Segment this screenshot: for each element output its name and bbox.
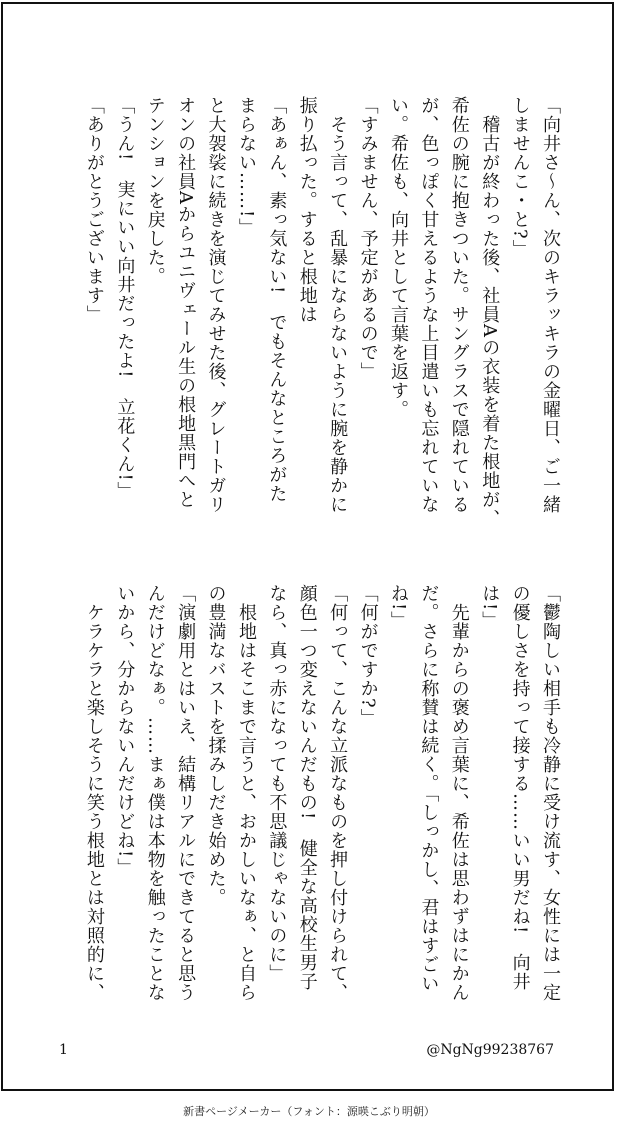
text-line: は!」 — [479, 584, 501, 631]
text-line: オンの社員Aからユニヴェール生の根地黒門へと — [175, 96, 197, 509]
text-line: しませんこ・と?」 — [509, 96, 531, 259]
text-line: 「うん! 実にいい向井だったよ! 立花くん!」 — [114, 96, 136, 501]
text-line: の優しさを持って接する……いい男だね! 向井 — [509, 584, 531, 992]
text-line: の豊満なバストを揉みしだき始めた。 — [205, 584, 227, 907]
text-line: 「あぁん、素っ気ない! でもそんなところがた — [266, 96, 288, 504]
text-line: 「演劇用とはいえ、結構リアルにできてると思う — [175, 584, 197, 1002]
text-line: 「ありがとうございます」 — [83, 96, 105, 324]
page-frame — [1, 2, 614, 1091]
text-line: テンションを戻した。 — [144, 96, 166, 286]
lower-text-block — [45, 584, 565, 1029]
text-line: 顔色一つ変えないんだもの! 健全な高校生男子 — [296, 584, 318, 992]
text-line: 「向井さ〜ん、次のキラッキラの金曜日、ご一緒 — [540, 96, 561, 514]
text-line: いから、分からないんだけどね!」 — [114, 584, 136, 878]
upper-text-block — [45, 96, 565, 556]
text-line: 「何って、こんな立派なものを押し付けられて、 — [327, 584, 349, 1002]
text-line: が、色っぽく甘えるような上目遣いも忘れていな — [418, 96, 440, 514]
footer-credit: 新書ページメーカー（フォント：源暎こぶり明朝） — [183, 1105, 435, 1118]
text-line: 稽古が終わった後、社員Aの衣装を着た根地が、 — [479, 96, 501, 528]
text-line: 「鬱陶しい相手も冷静に受け流す、女性には一定 — [540, 584, 561, 1002]
page-number: 1 — [59, 1042, 68, 1058]
text-line: 「すみません、予定があるので」 — [357, 96, 379, 381]
text-line: まらない……!」 — [235, 96, 257, 238]
author-handle: @NgNg99238767 — [426, 1042, 554, 1058]
text-line: 「何がですか?」 — [357, 584, 379, 728]
text-line: 先輩からの褒め言葉に、希佐は思わずはにかん — [448, 584, 470, 1002]
text-line: 根地はそこまで言うと、おかしいなぁ、と自ら — [235, 584, 257, 1002]
text-line: なら、真っ赤になっても不思議じゃないのに」 — [266, 584, 288, 983]
text-line: んだけどなぁ。……まぁ僕は本物を触ったことな — [144, 584, 166, 1002]
text-line: だ。さらに称賛は続く。「しっかし、君はすごい — [418, 584, 440, 993]
text-line: い。希佐も、向井として言葉を返す。 — [387, 96, 409, 419]
text-line: 希佐の腕に抱きついた。サングラスで隠れている — [448, 96, 470, 514]
text-line: 振り払った。すると根地は — [296, 96, 318, 324]
text-line: と大袈裟に続きを演じてみせた後、グレートガリ — [205, 96, 227, 514]
text-line: そう言って、乱暴にならないように腕を静かに — [327, 96, 349, 514]
text-line: ケラケラと楽しそうに笑う根地とは対照的に、 — [83, 584, 105, 1002]
text-line: ね!」 — [387, 584, 409, 631]
